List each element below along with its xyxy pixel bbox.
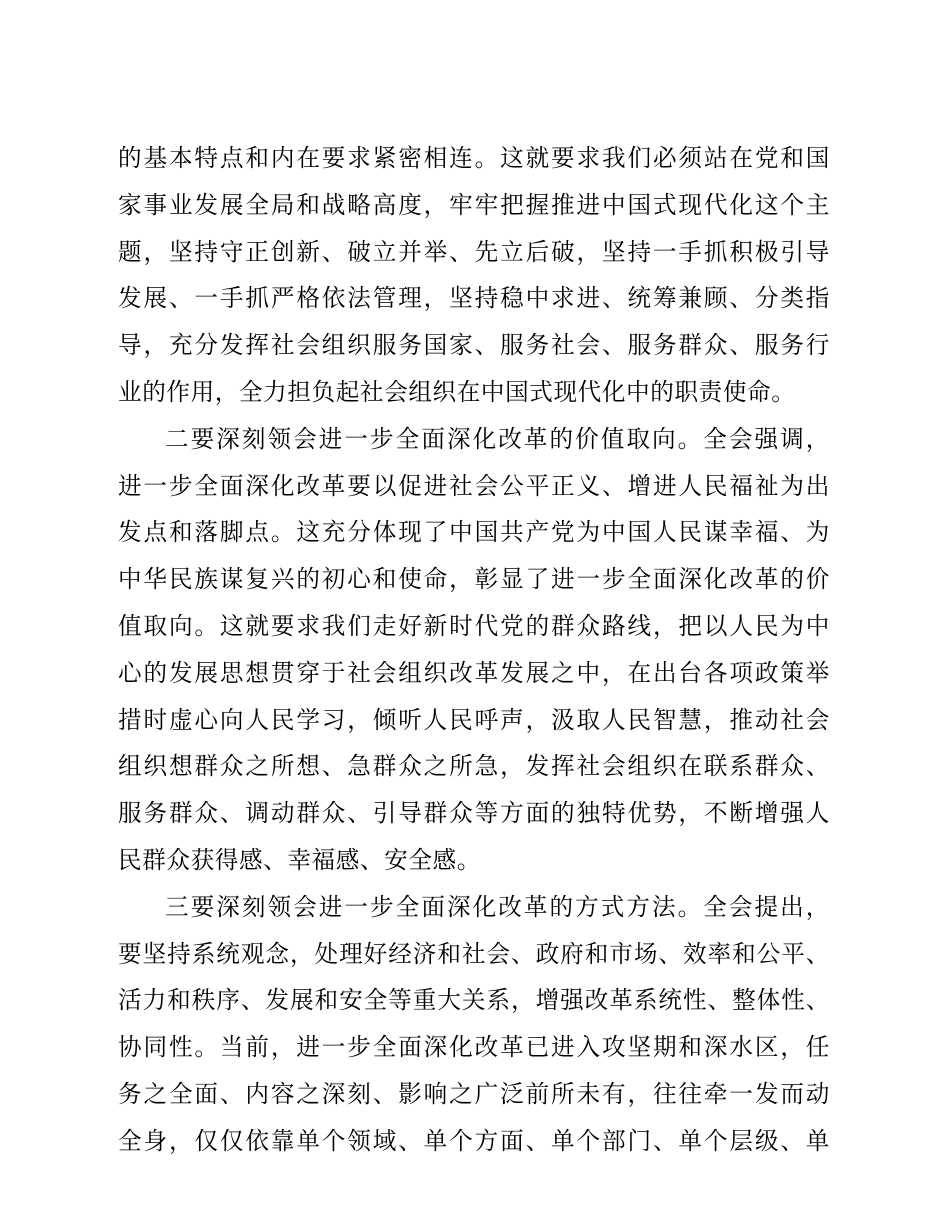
paragraph-1 [118,135,830,416]
text-line: 中华民族谋复兴的初心和使命，彰显了进一步全面深化改革的价 [118,565,830,594]
text-line: 进一步全面深化改革要以促进社会公平正义、增进人民福祉为出 [118,471,830,500]
text-line: 全身，仅仅依靠单个领域、单个方面、单个部门、单个层级、单 [118,1126,830,1155]
text-line: 业的作用，全力担负起社会组织在中国式现代化中的职责使命。 [118,377,796,406]
document-body [118,135,830,1165]
text-line: 题，坚持守正创新、破立并举、先立后破，坚持一手抓积极引导 [118,237,830,266]
text-line: 二要深刻领会进一步全面深化改革的价值取向。全会强调， [165,424,830,453]
text-line: 的基本特点和内在要求紧密相连。这就要求我们必须站在党和国 [118,144,830,172]
text-line: 导，充分发挥社会组织服务国家、服务社会、服务群众、服务行 [118,331,830,360]
text-line: 服务群众、调动群众、引导群众等方面的独特优势，不断增强人 [118,799,830,828]
text-line: 值取向。这就要求我们走好新时代党的群众路线，把以人民为中 [118,611,830,640]
text-line: 活力和秩序、发展和安全等重大关系，增强改革系统性、整体性、 [118,986,830,1015]
text-line: 三要深刻领会进一步全面深化改革的方式方法。全会提出， [165,892,830,921]
paragraph-2 [118,416,830,884]
text-line: 心的发展思想贯穿于社会组织改革发展之中，在出台各项政策举 [118,658,830,687]
text-line: 务之全面、内容之深刻、影响之广泛前所未有，往往牵一发而动 [118,1079,830,1108]
text-line: 发展、一手抓严格依法管理，坚持稳中求进、统筹兼顾、分类指 [118,284,830,313]
text-line: 措时虚心向人民学习，倾听人民呼声，汲取人民智慧，推动社会 [118,705,830,734]
paragraph-3 [118,884,830,1165]
text-line: 协同性。当前，进一步全面深化改革已进入攻坚期和深水区，任 [118,1033,830,1062]
text-line: 组织想群众之所想、急群众之所急，发挥社会组织在联系群众、 [118,752,830,781]
text-line: 民群众获得感、幸福感、安全感。 [118,845,481,874]
text-line: 家事业发展全局和战略高度，牢牢把握推进中国式现代化这个主 [118,190,830,219]
text-line: 发点和落脚点。这充分体现了中国共产党为中国人民谋幸福、为 [118,518,830,547]
text-line: 要坚持系统观念，处理好经济和社会、政府和市场、效率和公平、 [118,939,830,968]
